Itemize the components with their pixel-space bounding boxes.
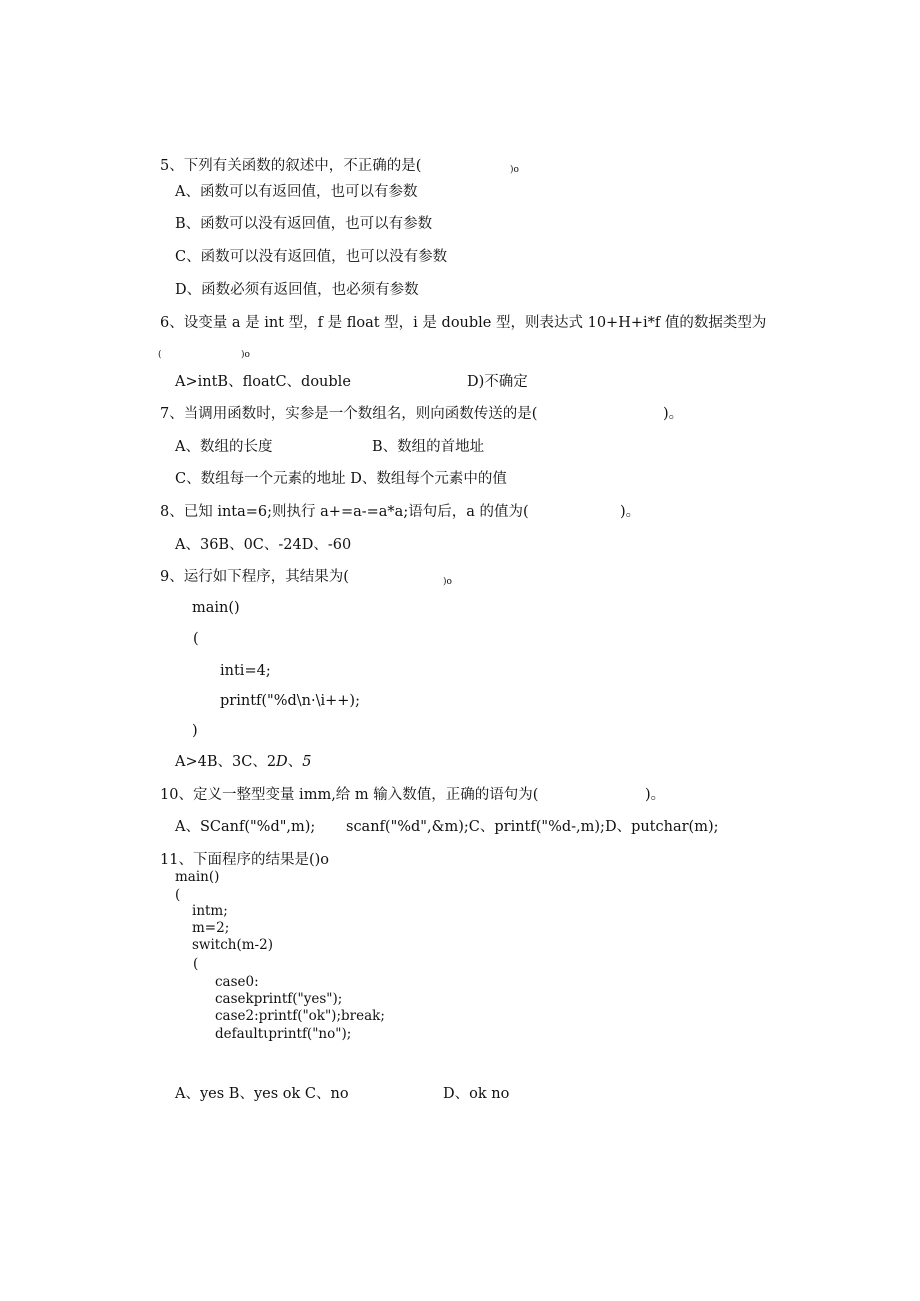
q11-code-line-2: ( bbox=[175, 887, 181, 903]
q11-stem: 11、下面程序的结果是()o bbox=[160, 852, 329, 868]
q5-stem: 5、下列有关函数的叙述中，不正确的是( bbox=[160, 158, 422, 174]
q7-option-b: B、数组的首地址 bbox=[372, 439, 485, 455]
q6-blank-open: ( bbox=[158, 350, 162, 360]
q11-code-line-10: defaultιprintf("no"); bbox=[215, 1026, 352, 1042]
q10-stem: 10、定义一整型变量 imm,给 m 输入数值，正确的语句为( bbox=[160, 787, 539, 803]
q11-code-line-9: case2:printf("ok");break; bbox=[215, 1008, 385, 1024]
q6-blank-close: )o bbox=[241, 350, 250, 360]
q11-code-line-5: switch(m-2) bbox=[192, 937, 273, 953]
q11-code-line-8: casekprintf("yes"); bbox=[215, 991, 343, 1007]
q9-code-line-4: printf("%d\n·\i++); bbox=[220, 693, 360, 709]
q11-code-line-1: main() bbox=[175, 869, 220, 885]
q11-option-d: D、ok no bbox=[443, 1086, 510, 1102]
q10-stem-end: )。 bbox=[645, 787, 666, 803]
q9-code-line-1: main() bbox=[192, 600, 240, 616]
q9-options bbox=[175, 753, 311, 771]
q6-options-a-c: A>intB、floatC、double bbox=[175, 374, 351, 390]
q11-code-line-7: case0: bbox=[215, 974, 259, 990]
q5-option-d: D、函数必须有返回值，也必须有参数 bbox=[175, 282, 419, 298]
q11-code-line-6: ( bbox=[193, 956, 199, 972]
q7-stem: 7、当调用函数时，实参是一个数组名，则向函数传送的是( bbox=[160, 406, 538, 422]
q9-option-d-value: 5 bbox=[302, 754, 312, 770]
q11-options-a-c: A、yes B、yes ok C、no bbox=[175, 1086, 349, 1102]
q9-code-line-3: inti=4; bbox=[220, 663, 271, 679]
q9-stem-end: )o bbox=[443, 577, 452, 587]
q9-stem: 9、运行如下程序，其结果为( bbox=[160, 569, 349, 585]
q5-option-b: B、函数可以没有返回值，也可以有参数 bbox=[175, 216, 433, 232]
q8-stem-end: )。 bbox=[620, 504, 641, 520]
q6-option-d: D)不确定 bbox=[467, 374, 528, 390]
q11-code-line-3: intm; bbox=[192, 903, 228, 919]
q10-option-a: A、SCanf("%d",m); bbox=[175, 819, 316, 835]
q9-options-prefix: A>4B、3C、2 bbox=[175, 754, 277, 770]
q8-stem: 8、已知 inta=6;则执行 a+=a-=a*a;语句后，a 的值为( bbox=[160, 504, 529, 520]
q9-option-d-sep: 、 bbox=[287, 754, 303, 770]
q5-option-a: A、函数可以有返回值，也可以有参数 bbox=[175, 184, 418, 200]
q7-option-a: A、数组的长度 bbox=[175, 439, 273, 455]
q7-options-c-d: C、数组每一个元素的地址 D、数组每个元素中的值 bbox=[175, 471, 507, 487]
q6-stem: 6、设变量 a 是 int 型，f 是 float 型，i 是 double 型，则表达式 10+H+i*f 值的数据类型为 bbox=[160, 315, 767, 331]
q5-stem-end: )o bbox=[510, 165, 519, 175]
q8-options: A、36B、0C、-24D、-60 bbox=[175, 537, 352, 553]
q10-options-b-d: scanf("%d",&m);C、printf("%d-,m);D、putchar(m); bbox=[346, 819, 719, 835]
q7-stem-end: )。 bbox=[663, 406, 684, 422]
q11-code-line-4: m=2; bbox=[192, 920, 230, 936]
q9-code-line-2: ( bbox=[193, 631, 199, 647]
q5-option-c: C、函数可以没有返回值，也可以没有参数 bbox=[175, 249, 448, 265]
q9-option-d-letter: D bbox=[276, 754, 288, 770]
q9-code-line-5: ) bbox=[192, 723, 198, 739]
